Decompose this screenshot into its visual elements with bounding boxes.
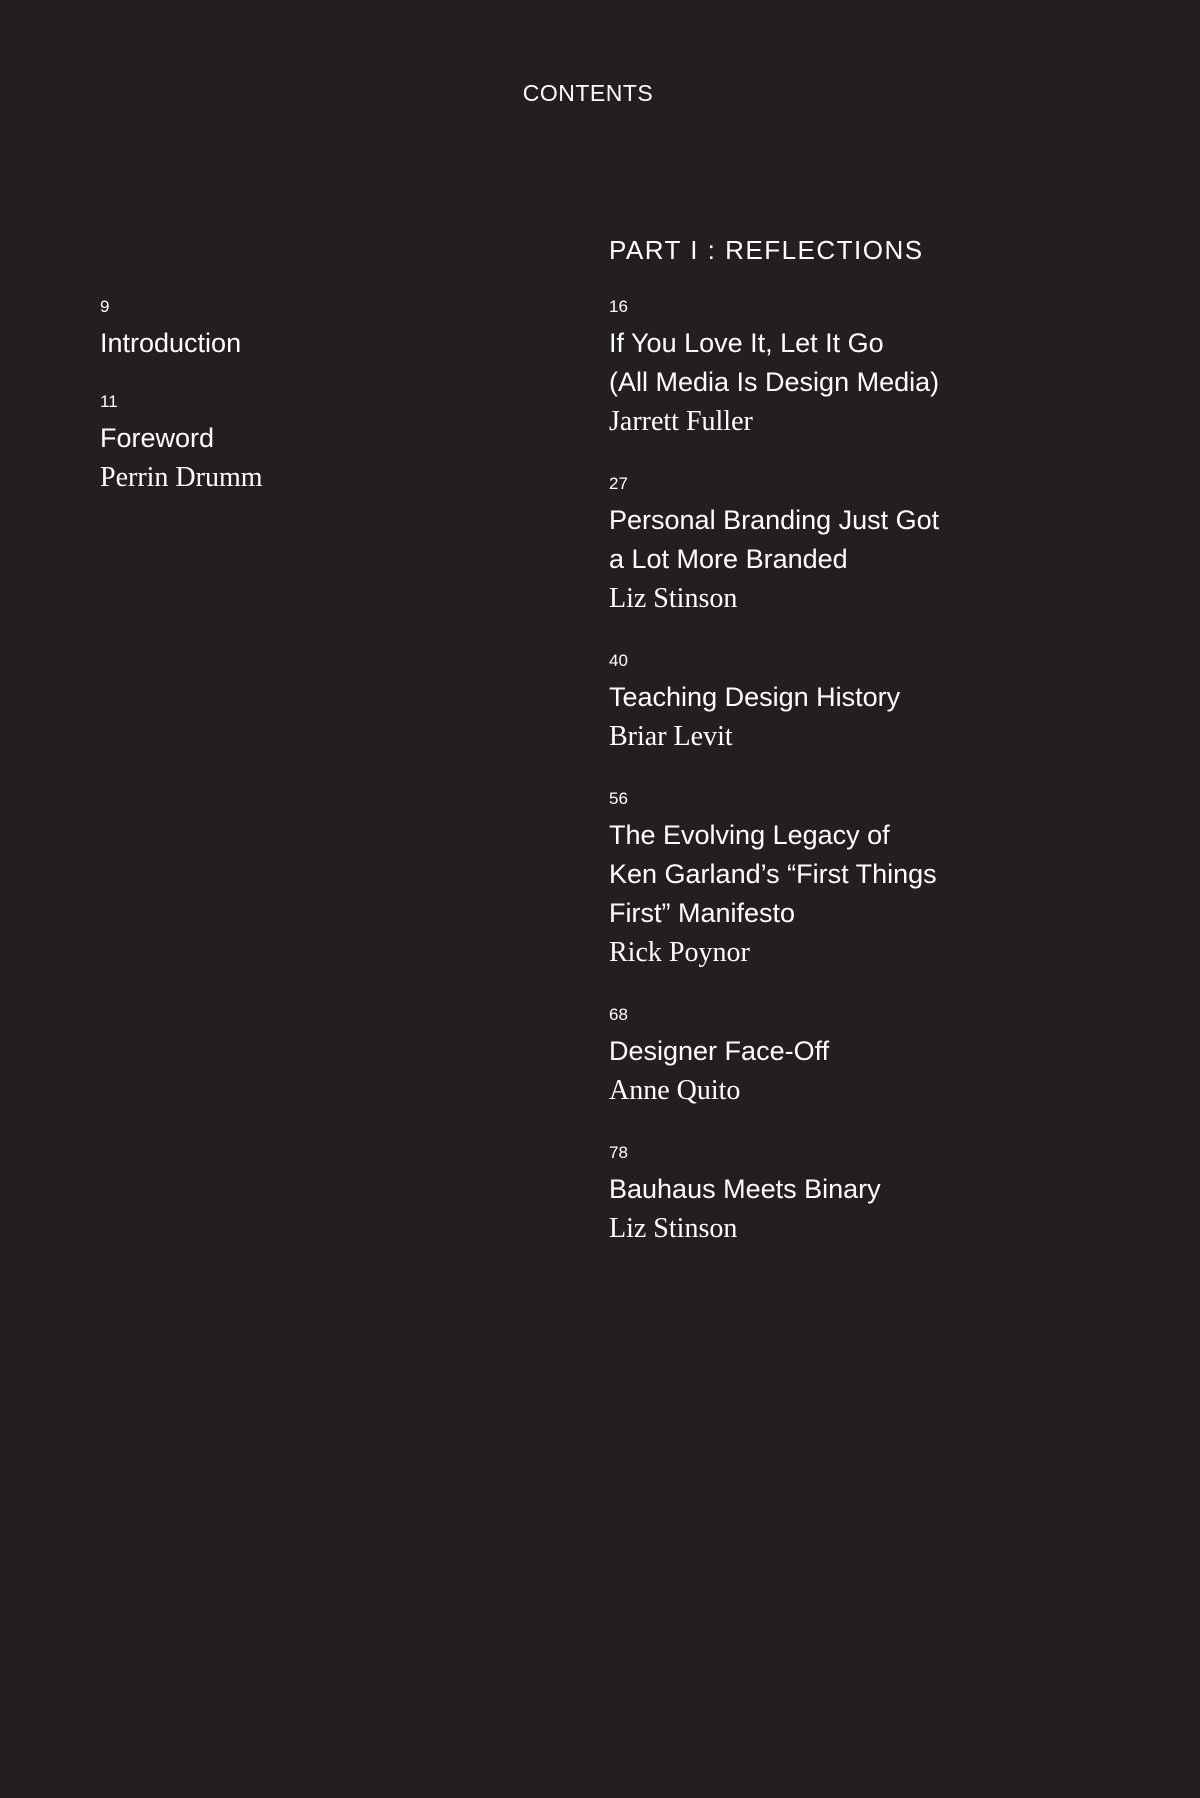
toc-entry [609, 1142, 1129, 1248]
entry-author: Liz Stinson [609, 583, 738, 614]
entry-title [100, 324, 560, 363]
toc-entry [100, 296, 560, 363]
entry-title-line: Bauhaus Meets Binary [609, 1174, 881, 1204]
page-number: 27 [609, 474, 628, 493]
part-one-list [609, 232, 1129, 1280]
entry-title-line: (All Media Is Design Media) [609, 367, 940, 397]
page-number: 40 [609, 651, 628, 670]
entry-title [609, 1170, 1129, 1209]
entry-title [609, 324, 1129, 402]
entry-title-line: Personal Branding Just Got [609, 505, 940, 535]
entry-author: Liz Stinson [609, 1213, 738, 1244]
entry-author: Jarrett Fuller [609, 406, 753, 437]
page-number: 78 [609, 1143, 628, 1162]
entry-title-line: The Evolving Legacy of [609, 820, 890, 850]
entry-title-line: Introduction [100, 328, 242, 358]
entry-title [609, 816, 1129, 933]
page-number: 9 [100, 297, 110, 316]
entry-author: Anne Quito [609, 1075, 741, 1106]
toc-entry [609, 650, 1129, 756]
entry-title [609, 678, 1129, 717]
toc-entry [100, 391, 560, 497]
entry-author: Perrin Drumm [100, 462, 263, 493]
entry-title-line: Ken Garland’s “First Things [609, 859, 937, 889]
front-matter-list [100, 296, 560, 529]
toc-entry [609, 1004, 1129, 1110]
entry-title-line: Foreword [100, 423, 215, 453]
page-number: 16 [609, 297, 628, 316]
entry-title-line: a Lot More Branded [609, 544, 848, 574]
part-heading: PART I : REFLECTIONS [609, 235, 924, 265]
entry-author: Rick Poynor [609, 937, 750, 968]
entry-title-line: Teaching Design History [609, 682, 901, 712]
contents-title: CONTENTS [522, 80, 654, 106]
page-number: 11 [100, 392, 118, 411]
page-number: 68 [609, 1005, 628, 1024]
entry-author: Briar Levit [609, 721, 733, 752]
entry-title-line: If You Love It, Let It Go [609, 328, 884, 358]
entry-title-line: First” Manifesto [609, 898, 796, 928]
toc-entry [609, 788, 1129, 972]
page-number: 56 [609, 789, 628, 808]
entry-title [609, 501, 1129, 579]
entry-title [100, 419, 560, 458]
entry-title-line: Designer Face-Off [609, 1036, 830, 1066]
entry-title [609, 1032, 1129, 1071]
toc-entry [609, 473, 1129, 618]
toc-entry [609, 296, 1129, 441]
